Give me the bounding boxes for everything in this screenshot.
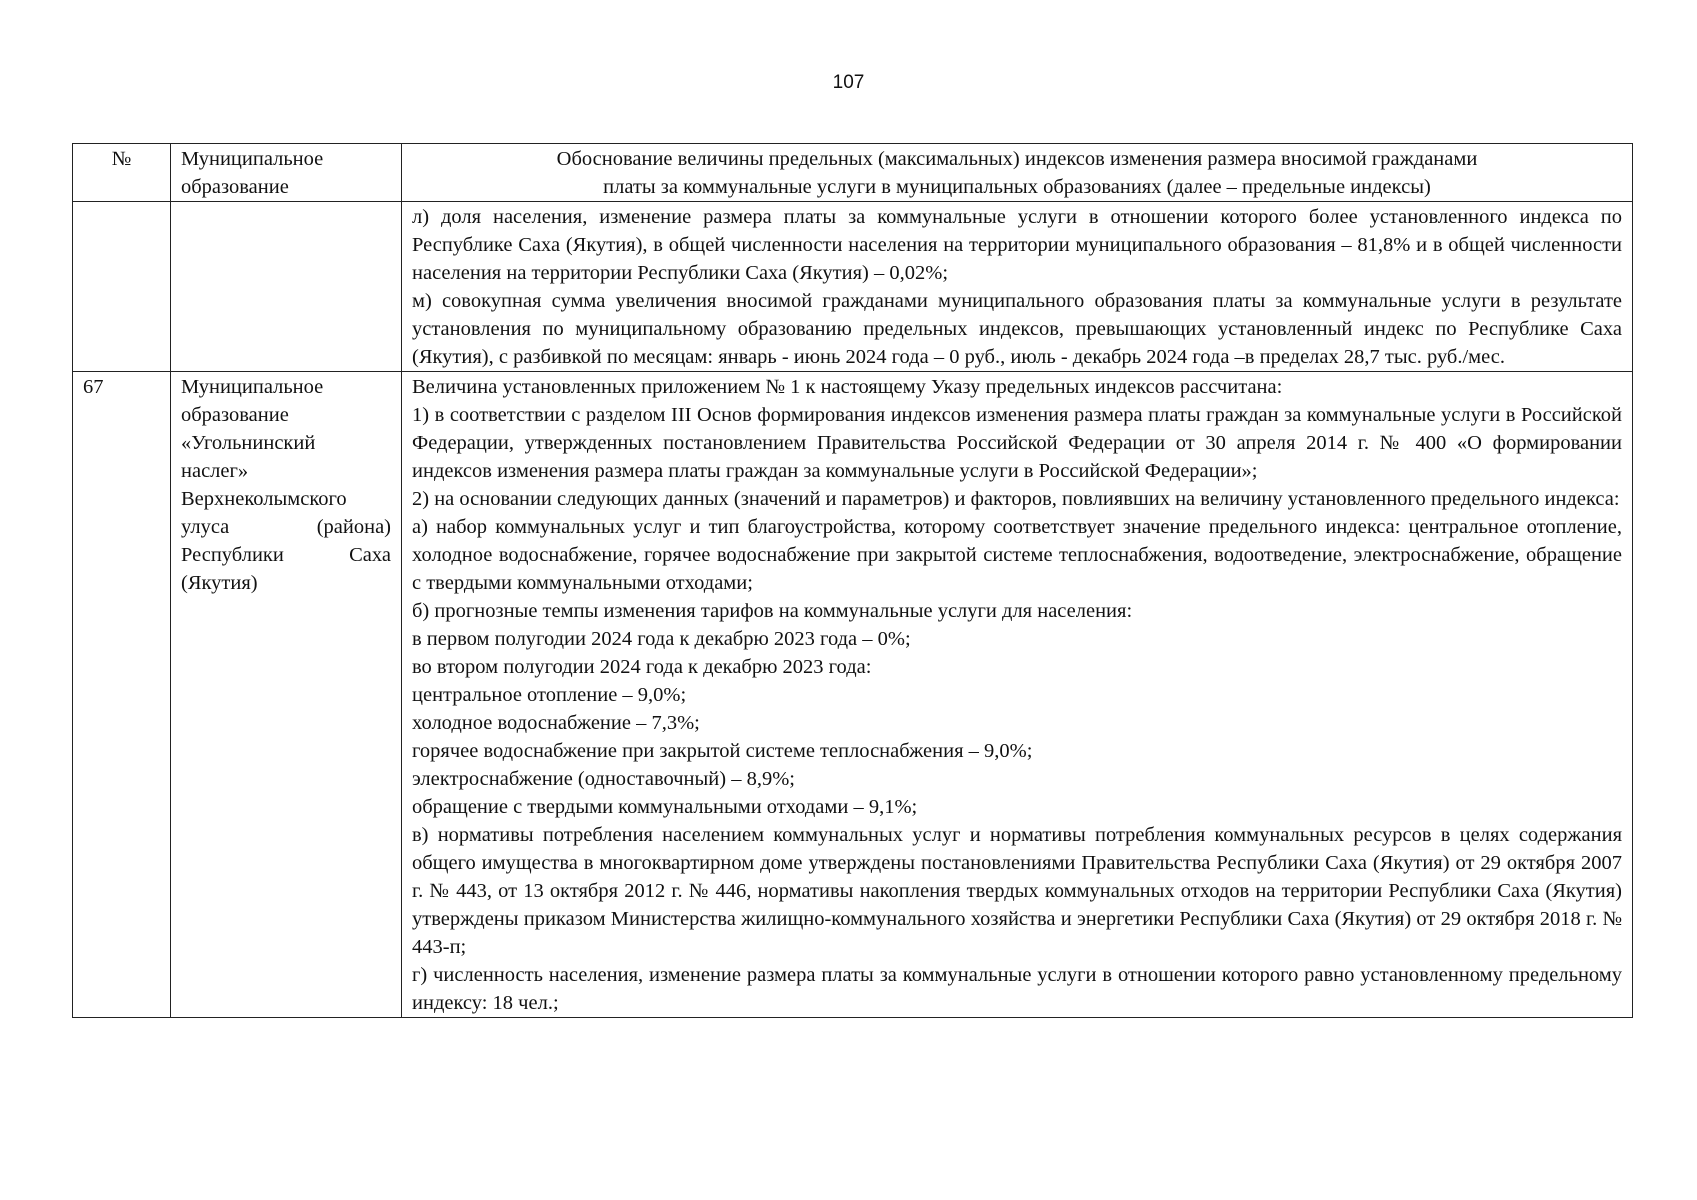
row-municipality-cell bbox=[171, 202, 402, 372]
page-number: 107 bbox=[832, 72, 865, 93]
paragraph-b-first-half: в первом полугодии 2024 года к декабрю 2023 года – 0%; bbox=[412, 628, 911, 650]
paragraph-hot-water: горячее водоснабжение при закрытой системе теплоснабжения – 9,0%; bbox=[412, 740, 1033, 762]
municipality-line: улуса (района) bbox=[181, 516, 391, 538]
row-justification-cell bbox=[402, 202, 1633, 372]
table-row bbox=[73, 372, 1633, 1018]
paragraph-l: л) доля населения, изменение размера платы за коммунальные услуги в отношении которого более установленного индекса по Республике Саха (Якутия), в общей численности населения на территории муниципального образования – 81,8% и в общей численности населения на территории Республики Саха (Якутия) – 0,02%; bbox=[412, 206, 1622, 284]
row-number-cell: 67 bbox=[73, 372, 171, 1018]
municipality-line: (Якутия) bbox=[181, 572, 258, 594]
municipality-line: образование bbox=[181, 404, 289, 426]
paragraph-a: а) набор коммунальных услуг и тип благоустройства, которому соответствует значение предельного индекса: центральное отопление, холодное водоснабжение, горячее водоснабжение при закрытой системе теплоснабжения, водоотведение, электроснабжение, обращение с твердыми коммунальными отходами; bbox=[412, 516, 1622, 594]
table-header-row bbox=[73, 144, 1633, 202]
paragraph-m: м) совокупная сумма увеличения вносимой гражданами муниципального образования платы за коммунальные услуги в результате установления по муниципальному образованию предельных индексов, превышающих установленный индекс по Республике Саха (Якутия), с разбивкой по месяцам: январь - июнь 2024 года – 0 руб., июль - декабрь 2024 года –в пределах 28,7 тыс. руб./мес. bbox=[412, 290, 1622, 368]
header-justification-line1: Обоснование величины предельных (максимальных) индексов изменения размера вносимой гражданами bbox=[556, 148, 1478, 170]
paragraph-waste: обращение с твердыми коммунальными отходами – 9,1%; bbox=[412, 796, 918, 818]
row-number-cell bbox=[73, 202, 171, 372]
municipality-line: Верхнеколымского bbox=[181, 488, 347, 510]
header-number: № bbox=[73, 144, 171, 202]
paragraph-b-second-half: во втором полугодии 2024 года к декабрю 2023 года: bbox=[412, 656, 872, 678]
municipality-line: наслег» bbox=[181, 460, 249, 482]
paragraph-1: 1) в соответствии с разделом III Основ формирования индексов изменения размера платы граждан за коммунальные услуги в Российской Федерации, утвержденных постановлением Правительства Российской Федерации от 30 апреля 2014 г. № 400 «О формировании индексов изменения размера платы граждан за коммунальные услуги в Российской Федерации»; bbox=[412, 404, 1622, 482]
municipality-line: «Угольнинский bbox=[181, 432, 316, 454]
paragraph-b: б) прогнозные темпы изменения тарифов на коммунальные услуги для населения: bbox=[412, 600, 1133, 622]
paragraph-electricity: электроснабжение (одноставочный) – 8,9%; bbox=[412, 768, 795, 790]
header-justification bbox=[402, 144, 1633, 202]
municipality-line: Муниципальное bbox=[181, 376, 324, 398]
paragraph-2: 2) на основании следующих данных (значений и параметров) и факторов, повлиявших на величину установленного предельного индекса: bbox=[412, 488, 1620, 510]
paragraph-cold-water: холодное водоснабжение – 7,3%; bbox=[412, 712, 700, 734]
paragraph-g: г) численность населения, изменение размера платы за коммунальные услуги в отношении которого равно установленному предельному индексу: 18 чел.; bbox=[412, 964, 1622, 1014]
justification-table bbox=[72, 143, 1633, 1018]
table-row bbox=[73, 202, 1633, 372]
row-municipality-cell bbox=[171, 372, 402, 1018]
municipality-line: Республики Саха bbox=[181, 544, 391, 566]
paragraph-heating: центральное отопление – 9,0%; bbox=[412, 684, 687, 706]
paragraph-v: в) нормативы потребления населением коммунальных услуг и нормативы потребления коммунальных ресурсов в целях содержания общего имущества в многоквартирном доме утверждены постановлениями Правительства Республики Саха (Якутия) от 29 октября 2007 г. № 443, от 13 октября 2012 г. № 446, нормативы накопления твердых коммунальных отходов на территории Республики Саха (Якутия) утверждены приказом Министерства жилищно-коммунального хозяйства и энергетики Республики Саха (Якутия) от 29 октября 2018 г. № 443-п; bbox=[412, 824, 1622, 958]
row-justification-cell bbox=[402, 372, 1633, 1018]
paragraph-intro: Величина установленных приложением № 1 к настоящему Указу предельных индексов рассчитана: bbox=[412, 376, 1283, 398]
header-municipality: Муниципальное образование bbox=[171, 144, 402, 202]
header-justification-line2: платы за коммунальные услуги в муниципальных образованиях (далее – предельные индексы) bbox=[603, 176, 1431, 198]
